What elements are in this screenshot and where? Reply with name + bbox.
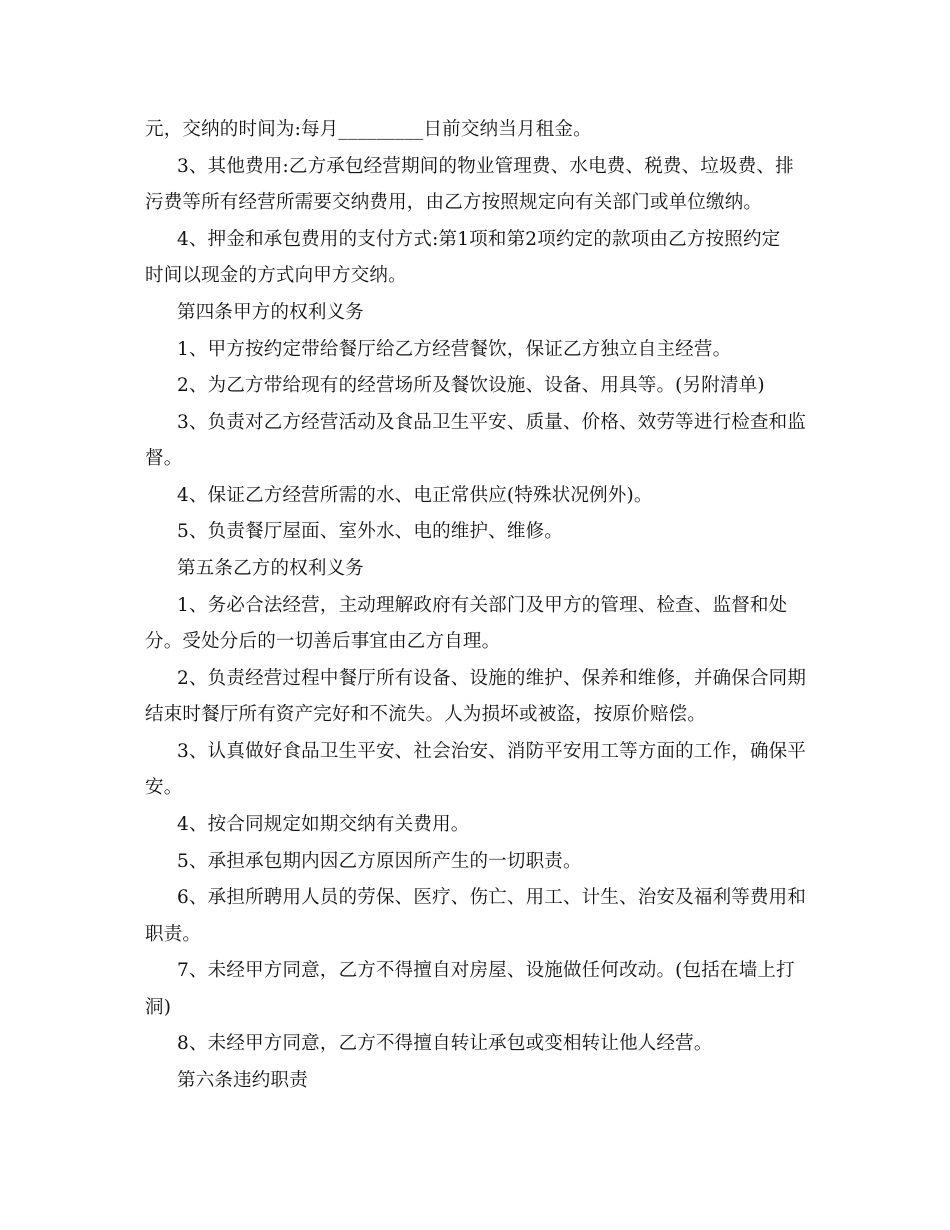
text-line: 1、务必合法经营，主动理解政府有关部门及甲方的管理、检查、监督和处 <box>177 595 788 616</box>
text-line: 6、承担所聘用人员的劳保、医疗、伤亡、用工、计生、治安及福利等费用和 <box>177 887 807 908</box>
text-line: 4、保证乙方经营所需的水、电正常供应(特殊状况例外)。 <box>177 485 653 506</box>
text-line: 2、负责经营过程中餐厅所有设备、设施的维护、保养和维修，并确保合同期 <box>177 668 807 689</box>
text-line: 时间以现金的方式向甲方交纳。 <box>145 265 407 286</box>
text-line: 职责。 <box>145 924 202 945</box>
text-line: 7、未经甲方同意，乙方不得擅自对房屋、设施做任何改动。(包括在墙上打 <box>177 960 795 981</box>
text-line: 1、甲方按约定带给餐厅给乙方经营餐饮，保证乙方独立自主经营。 <box>177 339 732 360</box>
text-line: 5、承担承包期内因乙方原因所产生的一切职责。 <box>177 851 582 872</box>
text-line: 污费等所有经营所需要交纳费用，由乙方按照规定向有关部门或单位缴纳。 <box>145 192 763 213</box>
text-line: 4、押金和承包费用的支付方式:第1项和第2项约定的款项由乙方按照约定 <box>177 229 781 250</box>
section-heading: 第四条甲方的权利义务 <box>177 302 365 323</box>
text-line: 2、为乙方带给现有的经营场所及餐饮设施、设备、用具等。(另附清单) <box>177 375 765 396</box>
text-line: 督。 <box>145 448 183 469</box>
text-line: 元，交纳的时间为:每月_________日前交纳当月租金。 <box>145 119 592 140</box>
section-heading: 第六条违约职责 <box>177 1070 308 1091</box>
text-line: 安。 <box>145 777 183 798</box>
text-line: 3、认真做好食品卫生平安、社会治安、消防平安用工等方面的工作，确保平 <box>177 741 807 762</box>
text-line: 8、未经甲方同意，乙方不得擅自转让承包或变相转让他人经营。 <box>177 1033 713 1054</box>
text-line: 4、按合同规定如期交纳有关费用。 <box>177 814 470 835</box>
text-line: 分。受处分后的一切善后事宜由乙方自理。 <box>145 631 501 652</box>
text-line: 5、负责餐厅屋面、室外水、电的维护、维修。 <box>177 521 563 542</box>
text-line: 3、其他费用:乙方承包经营期间的物业管理费、水电费、税费、垃圾费、排 <box>177 156 794 177</box>
text-line: 结束时餐厅所有资产完好和不流失。人为损坏或被盗，按原价赔偿。 <box>145 704 707 725</box>
text-line: 3、负责对乙方经营活动及食品卫生平安、质量、价格、效劳等进行检查和监 <box>177 412 807 433</box>
section-heading: 第五条乙方的权利义务 <box>177 558 365 579</box>
text-line: 洞) <box>145 997 172 1018</box>
